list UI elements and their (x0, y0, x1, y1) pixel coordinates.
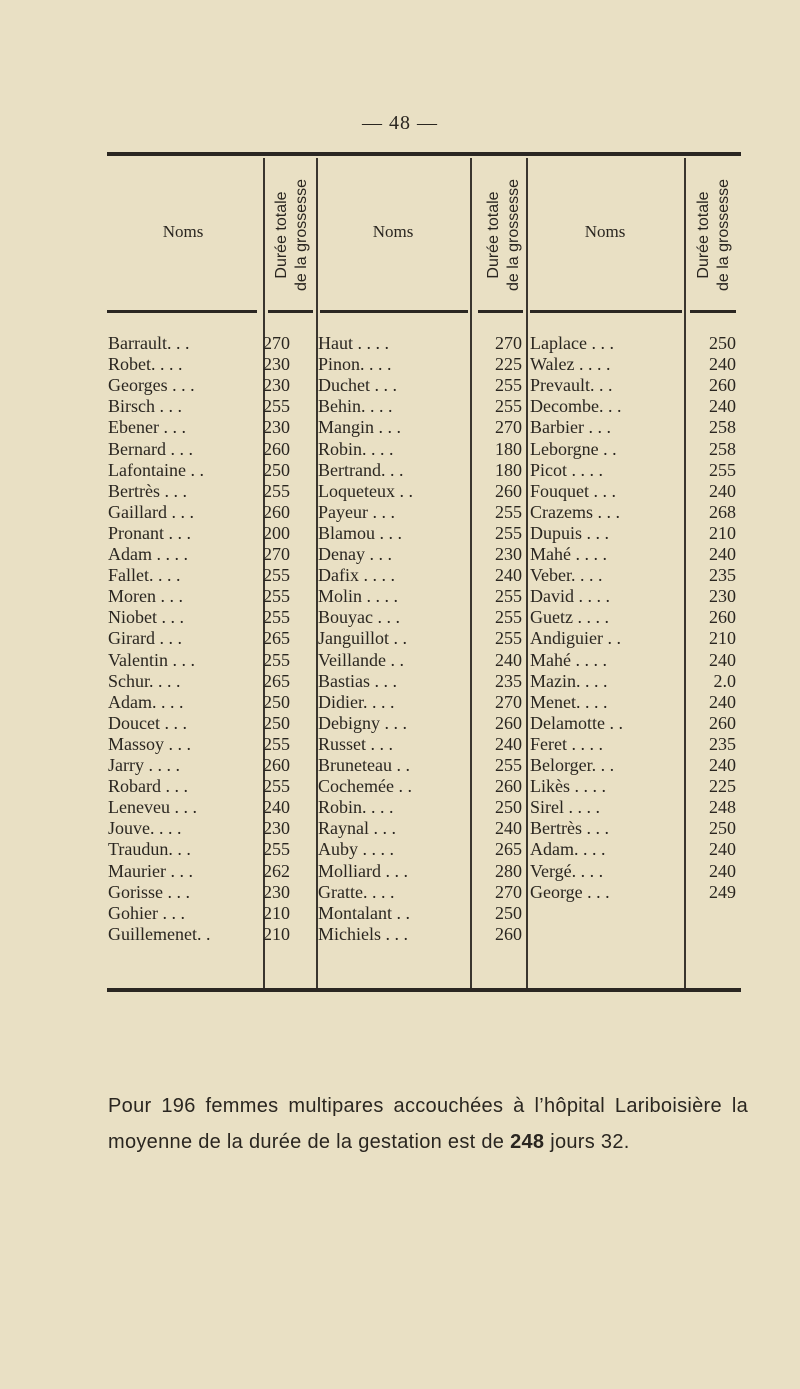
table-row (0, 544, 800, 565)
duration-days: 255 (495, 501, 522, 522)
table-row (0, 375, 800, 396)
duration-days: 255 (263, 649, 290, 670)
patient-name: Debigny . . . (318, 712, 407, 733)
duration-days: 255 (495, 586, 522, 607)
duration-days: 255 (495, 396, 522, 417)
patient-name: Moren . . . (108, 586, 183, 607)
patient-name: Auby . . . . (318, 839, 394, 860)
duration-days: 250 (495, 902, 522, 923)
patient-name: Veillande . . (318, 649, 404, 670)
header-duree-label (272, 179, 312, 291)
patient-name: Raynal . . . (318, 818, 396, 839)
patient-name: Gratte. . . . (318, 881, 395, 902)
duration-days: 262 (263, 860, 290, 881)
patient-name: Pinon. . . . (318, 354, 392, 375)
table-row (0, 755, 800, 776)
patient-name: Molliard . . . (318, 860, 408, 881)
patient-name: Guillemenet. . (108, 923, 211, 944)
duration-days: 255 (495, 375, 522, 396)
page-number: — 48 — (362, 112, 438, 134)
duration-days: 270 (495, 881, 522, 902)
patient-name: Montalant . . (318, 902, 410, 923)
patient-name: Molin . . . . (318, 586, 399, 607)
duration-days: 255 (263, 565, 290, 586)
patient-name: Schur. . . . (108, 670, 181, 691)
duration-days: 255 (495, 522, 522, 543)
table-row (0, 692, 800, 713)
table-row (0, 924, 800, 945)
duration-days: 270 (263, 333, 290, 353)
patient-name: Mangin . . . (318, 417, 401, 438)
table-row (0, 333, 800, 354)
duration-days: 258 (709, 417, 736, 438)
table-top-rule (107, 152, 741, 156)
patient-name: David . . . . (530, 586, 610, 607)
duration-days: 210 (709, 628, 736, 649)
duration-days: 260 (495, 923, 522, 944)
patient-name: Bruneteau . . (318, 755, 410, 775)
patient-name: Gorisse . . . (108, 881, 190, 902)
patient-name: Ebener . . . (108, 417, 186, 438)
table-row (0, 417, 800, 438)
duration-days: 260 (709, 607, 736, 628)
patient-name: Robard . . . (108, 776, 188, 797)
duration-days: 265 (263, 628, 290, 649)
duration-days: 225 (495, 354, 522, 375)
table-row (0, 586, 800, 607)
patient-name: Doucet . . . (108, 712, 187, 733)
duration-days: 255 (263, 396, 290, 417)
duration-days: 210 (263, 902, 290, 923)
table-row (0, 523, 800, 544)
header-duree-line1: Durée totale (485, 191, 502, 279)
table-row (0, 671, 800, 692)
duration-days: 240 (709, 691, 736, 712)
patient-name: Traudun. . . (108, 839, 191, 860)
patient-name: Haut . . . . (318, 333, 389, 353)
header-duree-line2: de la grossesse (715, 178, 732, 292)
duration-days: 230 (263, 375, 290, 396)
duration-days: 250 (263, 459, 290, 480)
patient-name: Mazin. . . . (530, 670, 608, 691)
duration-days: 260 (495, 480, 522, 501)
patient-name: Blamou . . . (318, 522, 402, 543)
header-duree-line2: de la grossesse (293, 178, 310, 292)
duration-days: 225 (709, 776, 736, 797)
duration-days: 240 (709, 396, 736, 417)
patient-name: Robet. . . . (108, 354, 183, 375)
duration-days: 250 (263, 691, 290, 712)
patient-name: Jouve. . . . (108, 818, 182, 839)
header-rule (690, 310, 736, 313)
patient-name: Barbier . . . (530, 417, 611, 438)
duration-days: 255 (263, 607, 290, 628)
patient-name: Dupuis . . . (530, 522, 610, 543)
duration-days: 260 (495, 776, 522, 797)
patient-name: Leneveu . . . (108, 797, 197, 818)
header-duree-label (694, 179, 734, 291)
patient-name: Mahé . . . . (530, 544, 607, 564)
duration-days: 240 (495, 565, 522, 586)
duration-days: 250 (495, 797, 522, 818)
patient-name: Bertrès . . . (530, 818, 609, 839)
table-row (0, 354, 800, 375)
patient-name: Valentin . . . (108, 649, 195, 670)
table-row (0, 797, 800, 818)
duration-days: 240 (495, 733, 522, 754)
duration-days: 268 (709, 501, 736, 522)
summary-note-days: 248 (510, 1131, 545, 1153)
patient-name: Bastias . . . (318, 670, 397, 691)
patient-name: Crazems . . . (530, 501, 620, 522)
patient-name: Andiguier . . (530, 628, 621, 649)
duration-days: 210 (263, 923, 290, 944)
header-duree-line1: Durée totale (695, 191, 712, 279)
duration-days: 249 (709, 881, 736, 902)
duration-days: 248 (709, 797, 736, 818)
duration-days: 255 (263, 480, 290, 501)
header-duree-line1: Durée totale (273, 191, 290, 279)
duration-days: 255 (263, 733, 290, 754)
patient-name: Bouyac . . . (318, 607, 400, 628)
table-row (0, 439, 800, 460)
header-duree (474, 160, 534, 310)
table-row (0, 607, 800, 628)
patient-name: Robin. . . . (318, 797, 394, 818)
duration-days: 260 (495, 712, 522, 733)
header-noms: Noms (584, 222, 626, 241)
patient-name: Fouquet . . . (530, 480, 617, 501)
patient-name: Russet . . . (318, 733, 394, 754)
duration-days: 230 (263, 881, 290, 902)
summary-note-suffix: jours 32. (544, 1131, 630, 1153)
summary-note (108, 1088, 748, 1160)
patient-name: Payeur . . . (318, 501, 395, 522)
patient-name: Prevault. . . (530, 375, 613, 396)
duration-days: 240 (709, 839, 736, 860)
duration-days: 260 (263, 501, 290, 522)
patient-name: Likès . . . . (530, 776, 606, 797)
table-row (0, 861, 800, 882)
patient-name: Jarry . . . . (108, 755, 180, 775)
header-noms: Noms (372, 222, 414, 241)
patient-name: Janguillot . . (318, 628, 407, 649)
header-duree-line2: de la grossesse (505, 178, 522, 292)
patient-name: Belorger. . . (530, 755, 615, 775)
header-duree (262, 160, 322, 310)
duration-days: 265 (263, 670, 290, 691)
patient-name: Guetz . . . . (530, 607, 609, 628)
header-rule (478, 310, 523, 313)
header-rule (107, 310, 257, 313)
patient-name: Sirel . . . . (530, 797, 600, 818)
duration-days: 230 (263, 818, 290, 839)
duration-days: 240 (709, 755, 736, 775)
patient-name: Massoy . . . (108, 733, 192, 754)
patient-name: Robin. . . . (318, 438, 394, 459)
patient-name: Decombe. . . (530, 396, 622, 417)
header-duree (684, 160, 744, 310)
table-row (0, 460, 800, 481)
duration-days: 270 (495, 417, 522, 438)
table-row (0, 903, 800, 924)
duration-days: 260 (263, 438, 290, 459)
patient-name: Feret . . . . (530, 733, 603, 754)
patient-name: Menet. . . . (530, 691, 608, 712)
duration-days: 235 (495, 670, 522, 691)
duration-days: 255 (495, 607, 522, 628)
duration-days: 240 (495, 649, 522, 670)
patient-name: Laplace . . . (530, 333, 614, 353)
duration-days: 240 (709, 860, 736, 881)
duration-days: 258 (709, 438, 736, 459)
header-rule (268, 310, 313, 313)
table-row (0, 839, 800, 860)
table-row (0, 628, 800, 649)
duration-days: 260 (709, 712, 736, 733)
duration-days: 230 (263, 354, 290, 375)
patient-name: Denay . . . (318, 544, 392, 564)
table-row (0, 713, 800, 734)
duration-days: 280 (495, 860, 522, 881)
duration-days: 255 (709, 459, 736, 480)
patient-name: Niobet . . . (108, 607, 184, 628)
duration-days: 265 (495, 839, 522, 860)
duration-days: 255 (263, 586, 290, 607)
patient-name: Barrault. . . (108, 333, 190, 353)
duration-days: 255 (263, 839, 290, 860)
duration-days: 270 (495, 691, 522, 712)
duration-days: 230 (495, 544, 522, 564)
patient-name: Maurier . . . (108, 860, 193, 881)
patient-name: Duchet . . . (318, 375, 397, 396)
duration-days: 240 (709, 354, 736, 375)
patient-name: Delamotte . . (530, 712, 623, 733)
duration-days: 250 (709, 818, 736, 839)
duration-days: 180 (495, 459, 522, 480)
patient-name: Adam . . . . (108, 544, 188, 564)
patient-name: Bertrand. . . (318, 459, 404, 480)
patient-name: Birsch . . . (108, 396, 182, 417)
patient-name: Gaillard . . . (108, 501, 194, 522)
patient-name: Georges . . . (108, 375, 195, 396)
table-row (0, 882, 800, 903)
header-rule (320, 310, 468, 313)
patient-name: Behin. . . . (318, 396, 393, 417)
duration-days: 240 (709, 649, 736, 670)
patient-name: Vergé. . . . (530, 860, 604, 881)
patient-name: Didier. . . . (318, 691, 395, 712)
duration-days: 240 (709, 480, 736, 501)
patient-name: Picot . . . . (530, 459, 604, 480)
duration-days: 240 (263, 797, 290, 818)
patient-name: Fallet. . . . (108, 565, 181, 586)
duration-days: 240 (709, 544, 736, 564)
duration-days: 250 (709, 333, 736, 353)
patient-name: Michiels . . . (318, 923, 408, 944)
duration-days: 230 (263, 417, 290, 438)
duration-days: 2.0 (713, 670, 736, 691)
duration-days: 270 (263, 544, 290, 564)
duration-days: 250 (263, 712, 290, 733)
duration-days: 270 (495, 333, 522, 353)
table-row (0, 502, 800, 523)
patient-name: Loqueteux . . (318, 480, 413, 501)
duration-days: 260 (263, 755, 290, 775)
patient-name: Bertrès . . . (108, 480, 187, 501)
header-noms: Noms (162, 222, 204, 241)
duration-days: 255 (495, 628, 522, 649)
duration-days: 240 (495, 818, 522, 839)
duration-days: 235 (709, 733, 736, 754)
table-row (0, 565, 800, 586)
patient-name: Cochemée . . (318, 776, 412, 797)
table-row (0, 481, 800, 502)
patient-name: Walez . . . . (530, 354, 611, 375)
duration-days: 180 (495, 438, 522, 459)
patient-name: Pronant . . . (108, 522, 191, 543)
duration-days: 255 (263, 776, 290, 797)
patient-name: Mahé . . . . (530, 649, 607, 670)
patient-name: Adam. . . . (108, 691, 184, 712)
duration-days: 210 (709, 522, 736, 543)
patient-name: George . . . (530, 881, 610, 902)
table-row (0, 818, 800, 839)
header-rule (530, 310, 682, 313)
table-row (0, 776, 800, 797)
patient-name: Bernard . . . (108, 438, 193, 459)
duration-days: 230 (709, 586, 736, 607)
patient-name: Lafontaine . . (108, 459, 204, 480)
duration-days: 255 (495, 755, 522, 775)
header-duree-label (484, 179, 524, 291)
table-row (0, 650, 800, 671)
table-row (0, 734, 800, 755)
patient-name: Dafix . . . . (318, 565, 395, 586)
patient-name: Girard . . . (108, 628, 182, 649)
duration-days: 235 (709, 565, 736, 586)
table-row (0, 396, 800, 417)
duration-days: 200 (263, 522, 290, 543)
summary-note-text: Pour 196 femmes multipares accouchées à l’hôpital Lariboisière la moyenne de la durée de la gestation est de (108, 1095, 748, 1153)
patient-name: Gohier . . . (108, 902, 185, 923)
patient-name: Leborgne . . (530, 438, 617, 459)
patient-name: Adam. . . . (530, 839, 606, 860)
table-bottom-rule (107, 988, 741, 992)
duration-days: 260 (709, 375, 736, 396)
patient-name: Veber. . . . (530, 565, 603, 586)
